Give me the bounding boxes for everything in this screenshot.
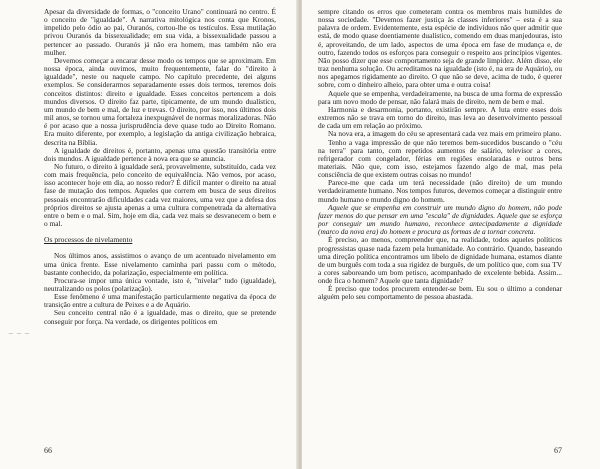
paragraph: É preciso que todos procurem entender-se bem. Eu sou o último a condenar alguém pelo seu comportamento de pessoa abastada. bbox=[318, 284, 562, 302]
paragraph: No futuro, o direito à igualdade será, provavelmente, substituído, cada vez com mais frequência, pelo conceito de equivalência. Não vemos, por acaso, isso acontecer hoje em dia, ao nosso redor? É difícil manter o direito na atual fase de mutação dos tempos. Aqueles que correm em busca de seus direitos pessoais encontrarão dificuldades cada vez maiores, uma vez que a defesa dos próprios direitos se ajusta apenas a uma cultura compenetrada da alternativa entre o bem e o mal. Sim, hoje em dia, cada vez mais se desvanecem o bem e o mal. bbox=[44, 161, 276, 229]
paragraph: Aquele que se empenha, verdadeiramente, na busca de uma forma de expressão para um novo modo de pensar, não falará mais de direito, nem de bem e mal. bbox=[318, 88, 562, 106]
right-page bbox=[302, 0, 600, 469]
paragraph: Parece-me que cada um terá necessidade (não direito) de um mundo verdadeiramente humano. Nos tempos futuros, devemos começar a distinguir entre mundo humano e mundo digno do homem. bbox=[318, 178, 562, 204]
paragraph: Nos últimos anos, assistimos o avanço de um acentuado nivelamento em uma única frente. Esse nivelamento caminha pari passu com o método, bastante conhecido, da polarização, especialmente em política. bbox=[44, 251, 276, 277]
left-page-text bbox=[44, 8, 276, 326]
page-number: 66 bbox=[44, 446, 52, 455]
paragraph: Devemos começar a encarar desse modo os tempos que se aproximam. Em nossa época, ainda ouvimos, muito frequentemente, falar do "direito à igualdade", neste ou naquele campo. No capítulo precedente, dei alguns exemplos. Se considerarmos separadamente esses dois termos, teremos dois conceitos distintos: direito e igualdade. Esses conceitos pertencem a dois mundos diversos. O direito faz parte, tipicamente, de um mundo dualístico, um mundo de bem e mal, de luz e trevas. O direito, por isso, nos últimos dois mil anos, se tornou uma fortaleza inexpugnável de normas moralizadoras. Não é por acaso que a nossa jurisprudência deve quase tudo ao Direito Romano. Era muito diferente, por exemplo, a legislação da antiga civilização hebraica, descrita na Bíblia. bbox=[44, 55, 276, 147]
paragraph: Esse fenômeno é uma manifestação particularmente negativa da época de transição entre a cultura de Peixes e a de Aquário. bbox=[44, 292, 276, 310]
paragraph: Procura-se impor uma única vontade, isto é, "nivelar" tudo (igualdade), neutralizando os polos (polarização). bbox=[44, 275, 276, 293]
pencil-margin-note: ~ ~ ~ bbox=[8, 330, 31, 338]
section-heading: Os processos de nivelamento bbox=[44, 235, 133, 245]
paragraph: Tenho a vaga impressão de que não teremos bem-sucedidos buscando o "céu na terra" para tanto, com repetidos aumentos de salário, televisor a cores, refrigerador com congelador, férias em regiões ensolaradas e outros bens materiais. Não que, com isso, estejamos fazendo algo de mal, mas pela consciência de que existem outras coisas no mundo! bbox=[318, 137, 562, 180]
right-page-text bbox=[318, 8, 562, 302]
paragraph: sempre citando os erros que cometeram contra os membros mais humildes de nossa sociedade. "Devemos fazer justiça às classes inferiores" – esta é a sua palavra de ordem. Evidentemente, esta espécie de indivíduos não quer admitir que está, de modo quase doentiamente dualístico, comendo em duas manjedouras, isto é, aproveitando, de um lado, aspectos de uma época em fase de mudança e, de outro, fazendo todos os esforços para conseguir o respeito aos princípios vigentes. Não posso dizer que esse comportamento seja de grande limpidez. Além disso, ele traz nenhuma solução. Ou acreditamos na igualdade (isto é, na era de Aquário), ou nos apegamos rigidamente ao direito. O que não se deve, acima de tudo, é querer sobre, com o dinheiro alheio, para obter uma e outra coisa! bbox=[318, 7, 562, 90]
paragraph: Harmonia e desarmonia, portanto, existirão sempre. A luta entre esses dois extremos não se trava em torno do direito, mas leva ao desenvolvimento pessoal de cada um em relação ao próximo. bbox=[318, 104, 562, 131]
paragraph: É preciso, ao menos, compreender que, na realidade, todos aqueles políticos progressistas quase nada fazem pela humanidade. Ao contrário. Quando, baseando uma direção política encontramos um libelo de dignidade humana, estamos diante de um burguês com toda a sua rigidez de burguês, de um político que, com sua TV a cores saboreando um bom petisco, acompanhado de excelente bebida. Assim... onde fica o homem? Aquele que tanta dignidade? bbox=[318, 235, 562, 286]
paragraph: A igualdade de direitos é, portanto, apenas uma questão transitória entre dois mundos. A igualdade pertence à nova era que se anuncia. bbox=[44, 145, 276, 163]
paragraph: Aquele que se empenha em construir um mundo digno do homem, não pode fazer menos do que pensar em uma "escala" de dignidades. Aquele que se esforça por conseguir um mundo humano, reconhece antecipadamente a dignidade (marco da nova era) do homem e procura as formas de a tornar concreta. bbox=[318, 202, 562, 237]
paragraph: Na nova era, a imagem do céu se apresentará cada vez mais em primeiro plano. bbox=[328, 129, 562, 139]
paragraph: Seu conceito central não é a igualdade, mas o direito, que se pretende conseguir por força. Na verdade, os dirigentes políticos em bbox=[44, 308, 276, 326]
left-page bbox=[0, 0, 298, 469]
page-number: 67 bbox=[554, 446, 562, 455]
paragraph: Apesar da diversidade de formas, o "conceito Urano" continuará no centro. É o conceito de "igualdade". A narrativa mitológica nos conta que Kronos, impelido pelo ódio ao pai, Ouranós, cortou-lhe os testículos. Essa mutilação privou Ouranós da bissexualidade; em sua vida, a bissexualidade passou a pertencer ao passado. Ouranós já não era homem, mas também não era mulher. bbox=[44, 7, 276, 57]
